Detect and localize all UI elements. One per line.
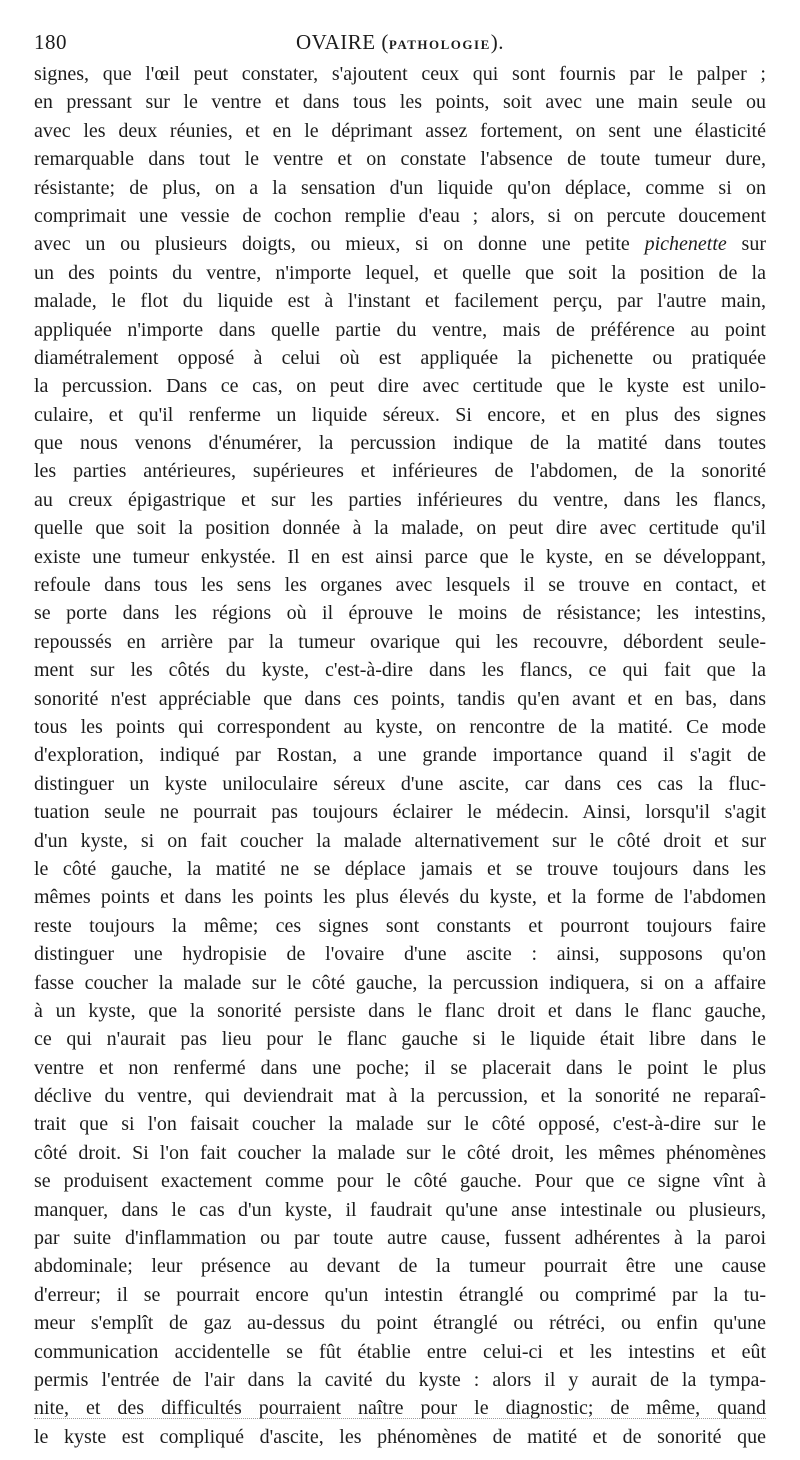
text-line (34, 230, 766, 258)
text-line: mêmes points et dans les points les plus élevés du kyste, et la forme de l'abdomen (34, 886, 766, 909)
running-head (34, 30, 766, 55)
document-page (34, 30, 766, 1451)
text-line: la percussion. Dans ce cas, on peut dire avec certitude que le kyste est unilo- (34, 375, 766, 398)
text-line: nite, et des difficultés pourraient naître pour le diagnostic; de même, quand (34, 1397, 766, 1420)
text-line: que nous venons d'énumérer, la percussion indique de la matité dans toutes (34, 432, 766, 455)
text-line: remarquable dans tout le ventre et on constate l'absence de toute tumeur dure, (34, 148, 766, 171)
text-line: reste toujours la même; ces signes sont constants et pourront toujours faire (34, 914, 766, 937)
text-line: ce qui n'aurait pas lieu pour le flanc gauche si le liquide était libre dans le (34, 1028, 766, 1051)
text-line: existe une tumeur enkystée. Il en est ainsi parce que le kyste, en se développant, (34, 545, 766, 568)
text-line: à un kyste, que la sonorité persiste dans le flanc droit et dans le flanc gauche, (34, 999, 766, 1022)
text-line: se produisent exactement comme pour le côté gauche. Pour que ce signe vînt à (34, 1170, 766, 1193)
text-line: se porte dans les régions où il éprouve le moins de résistance; les intestins, (34, 602, 766, 625)
text-line: comprimait une vessie de cochon remplie d'eau ; alors, si on percute doucement (34, 204, 766, 227)
running-head-title: OVAIRE (295, 30, 376, 54)
text-line: côté droit. Si l'on fait coucher la malade sur le côté droit, les mêmes phénomènes (34, 1141, 766, 1164)
running-head-close: ). (490, 30, 505, 54)
text-line: meur s'emplît de gaz au-dessus du point étranglé ou rétréci, ou enfin qu'une (34, 1312, 766, 1335)
text-line: ventre et non renfermé dans une poche; il se placerait dans le point le plus (34, 1056, 766, 1079)
text-line: ment sur les côtés du kyste, c'est-à-dire dans les flancs, ce qui fait que la (34, 659, 766, 682)
text-line: refoule dans tous les sens les organes avec lesquels il se trouve en contact, et (34, 574, 766, 597)
text-line: distinguer un kyste uniloculaire séreux d'une ascite, car dans ces cas la fluc- (34, 772, 766, 795)
text-line: sonorité n'est appréciable que dans ces points, tandis qu'en avant et en bas, dans (34, 687, 766, 710)
text-segment: sur (726, 233, 766, 256)
text-line: d'erreur; il se pourrait encore qu'un intestin étranglé ou comprimé par la tu- (34, 1283, 766, 1306)
text-line: les parties antérieures, supérieures et inférieures de l'abdomen, de la sonorité (34, 460, 766, 483)
text-line: quelle que soit la position donnée à la malade, on peut dire avec certitude qu'il (34, 517, 766, 540)
text-line: repoussés en arrière par la tumeur ovarique qui les recouvre, débordent seule- (34, 630, 766, 653)
running-head-subtitle: PATHOLOGIE (388, 37, 491, 52)
page-header (34, 30, 766, 60)
text-line: au creux épigastrique et sur les parties inférieures du ventre, dans les flancs, (34, 488, 766, 511)
text-line: avec les deux réunies, et en le déprimant assez fortement, on sent une élasticité (34, 119, 766, 142)
text-line: en pressant sur le ventre et dans tous les points, soit avec une main seule ou (34, 91, 766, 114)
running-head-open: ( (375, 30, 389, 54)
text-line: tuation seule ne pourrait pas toujours éclairer le médecin. Ainsi, lorsqu'il s'agit (34, 801, 766, 824)
text-line: fasse coucher la malade sur le côté gauche, la percussion indiquera, si on a affaire (34, 971, 766, 994)
text-line: abdominale; leur présence au devant de la tumeur pourrait être une cause (34, 1255, 766, 1278)
text-line: distinguer une hydropisie de l'ovaire d'une ascite : ainsi, supposons qu'on (34, 943, 766, 966)
text-line: permis l'entrée de l'air dans la cavité du kyste : alors il y aurait de la tympa- (34, 1368, 766, 1391)
body-text (34, 60, 766, 1451)
text-line: d'un kyste, si on fait coucher la malade alternativement sur le côté droit et sur (34, 829, 766, 852)
page-number: 180 (34, 30, 67, 54)
text-line: signes, que l'œil peut constater, s'ajoutent ceux qui sont fournis par le palper ; (34, 63, 766, 85)
text-line: résistante; de plus, on a la sensation d'un liquide qu'on déplace, comme si on (34, 176, 766, 199)
text-line: tous les points qui correspondent au kyste, on rencontre de la matité. Ce mode (34, 715, 766, 738)
text-line: manquer, dans le cas d'un kyste, il faudrait qu'une anse intestinale ou plusieurs, (34, 1198, 766, 1221)
text-line: culaire, et qu'il renferme un liquide séreux. Si encore, et en plus des signes (34, 403, 766, 426)
text-line: un des points du ventre, n'importe lequel, et quelle que soit la position de la (34, 261, 766, 284)
text-segment: avec un ou plusieurs doigts, ou mieux, si on donne une petite (34, 233, 630, 256)
text-line: déclive du ventre, qui deviendrait mat à la percussion, et la sonorité ne reparaî- (34, 1085, 766, 1108)
text-line: communication accidentelle se fût établie entre celui-ci et les intestins et eût (34, 1340, 766, 1363)
text-line: appliquée n'importe dans quelle partie du ventre, mais de préférence au point (34, 318, 766, 341)
text-line: malade, le flot du liquide est à l'instant et facilement perçu, par l'autre main, (34, 290, 766, 313)
text-line: trait que si l'on faisait coucher la malade sur le côté opposé, c'est-à-dire sur le (34, 1113, 766, 1136)
italic-term: pichenette (644, 233, 727, 256)
text-line: le côté gauche, la matité ne se déplace jamais et se trouve toujours dans les (34, 857, 766, 880)
text-line: le kyste est compliqué d'ascite, les phénomènes de matité et de sonorité que (34, 1425, 766, 1448)
text-line: par suite d'inflammation ou par toute autre cause, fussent adhérentes à la paroi (34, 1227, 766, 1250)
text-line: d'exploration, indiqué par Rostan, a une grande importance quand il s'agit de (34, 744, 766, 767)
footer-rule (34, 1418, 766, 1419)
text-line: diamétralement opposé à celui où est appliquée la pichenette ou pratiquée (34, 346, 766, 369)
